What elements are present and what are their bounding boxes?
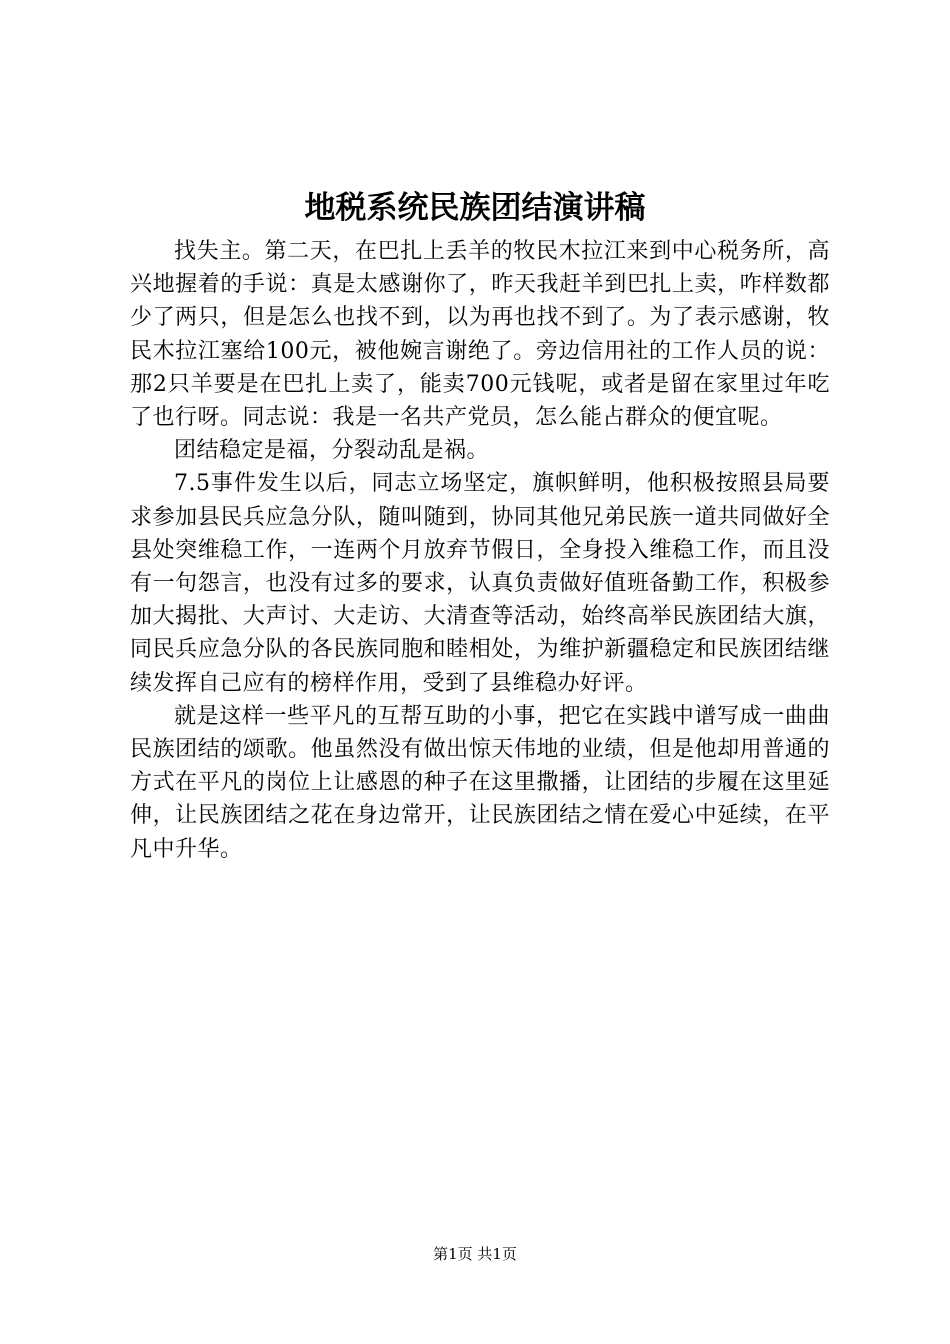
paragraph-3: 7.5事件发生以后，同志立场坚定，旗帜鲜明，他积极按照县局要求参加县民兵应急分队，随叫随到，协同其他兄弟民族一道共同做好全县处突维稳工作，一连两个月放弃节假日，全身投入维稳工作，而且没有一句怨言，也没有过多的要求，认真负责做好值班备勤工作，积极参加大揭批、大声讨、大走访、大清查等活动，始终高举民族团结大旗，同民兵应急分队的各民族同胞和睦相处，为维护新疆稳定和民族团结继续发挥自己应有的榜样作用，受到了县维稳办好评。 xyxy=(130,471,830,696)
page-footer: 第1页 共1页 xyxy=(433,1245,517,1263)
paragraph-4: 就是这样一些平凡的互帮互助的小事，把它在实践中谱写成一曲曲民族团结的颂歌。他虽然没有做出惊天伟地的业绩，但是他却用普通的方式在平凡的岗位上让感恩的种子在这里撒播，让团结的步履在这里延伸，让民族团结之花在身边常开，让民族团结之情在爱心中延续，在平凡中升华。 xyxy=(130,703,830,862)
document-body xyxy=(130,235,830,866)
paragraph-1: 找失主。第二天，在巴扎上丢羊的牧民木拉江来到中心税务所，高兴地握着的手说：真是太感谢你了，昨天我赶羊到巴扎上卖，咋样数都少了两只，但是怎么也找不到，以为再也找不到了。为了表示感谢，牧民木拉江塞给100元，被他婉言谢绝了。旁边信用社的工作人员的说：那2只羊要是在巴扎上卖了，能卖700元钱呢，或者是留在家里过年吃了也行呀。同志说：我是一名共产党员，怎么能占群众的便宜呢。 xyxy=(130,239,830,431)
paragraph-2: 团结稳定是福，分裂动乱是祸。 xyxy=(174,438,490,464)
document-title: 地税系统民族团结演讲稿 xyxy=(304,190,646,226)
